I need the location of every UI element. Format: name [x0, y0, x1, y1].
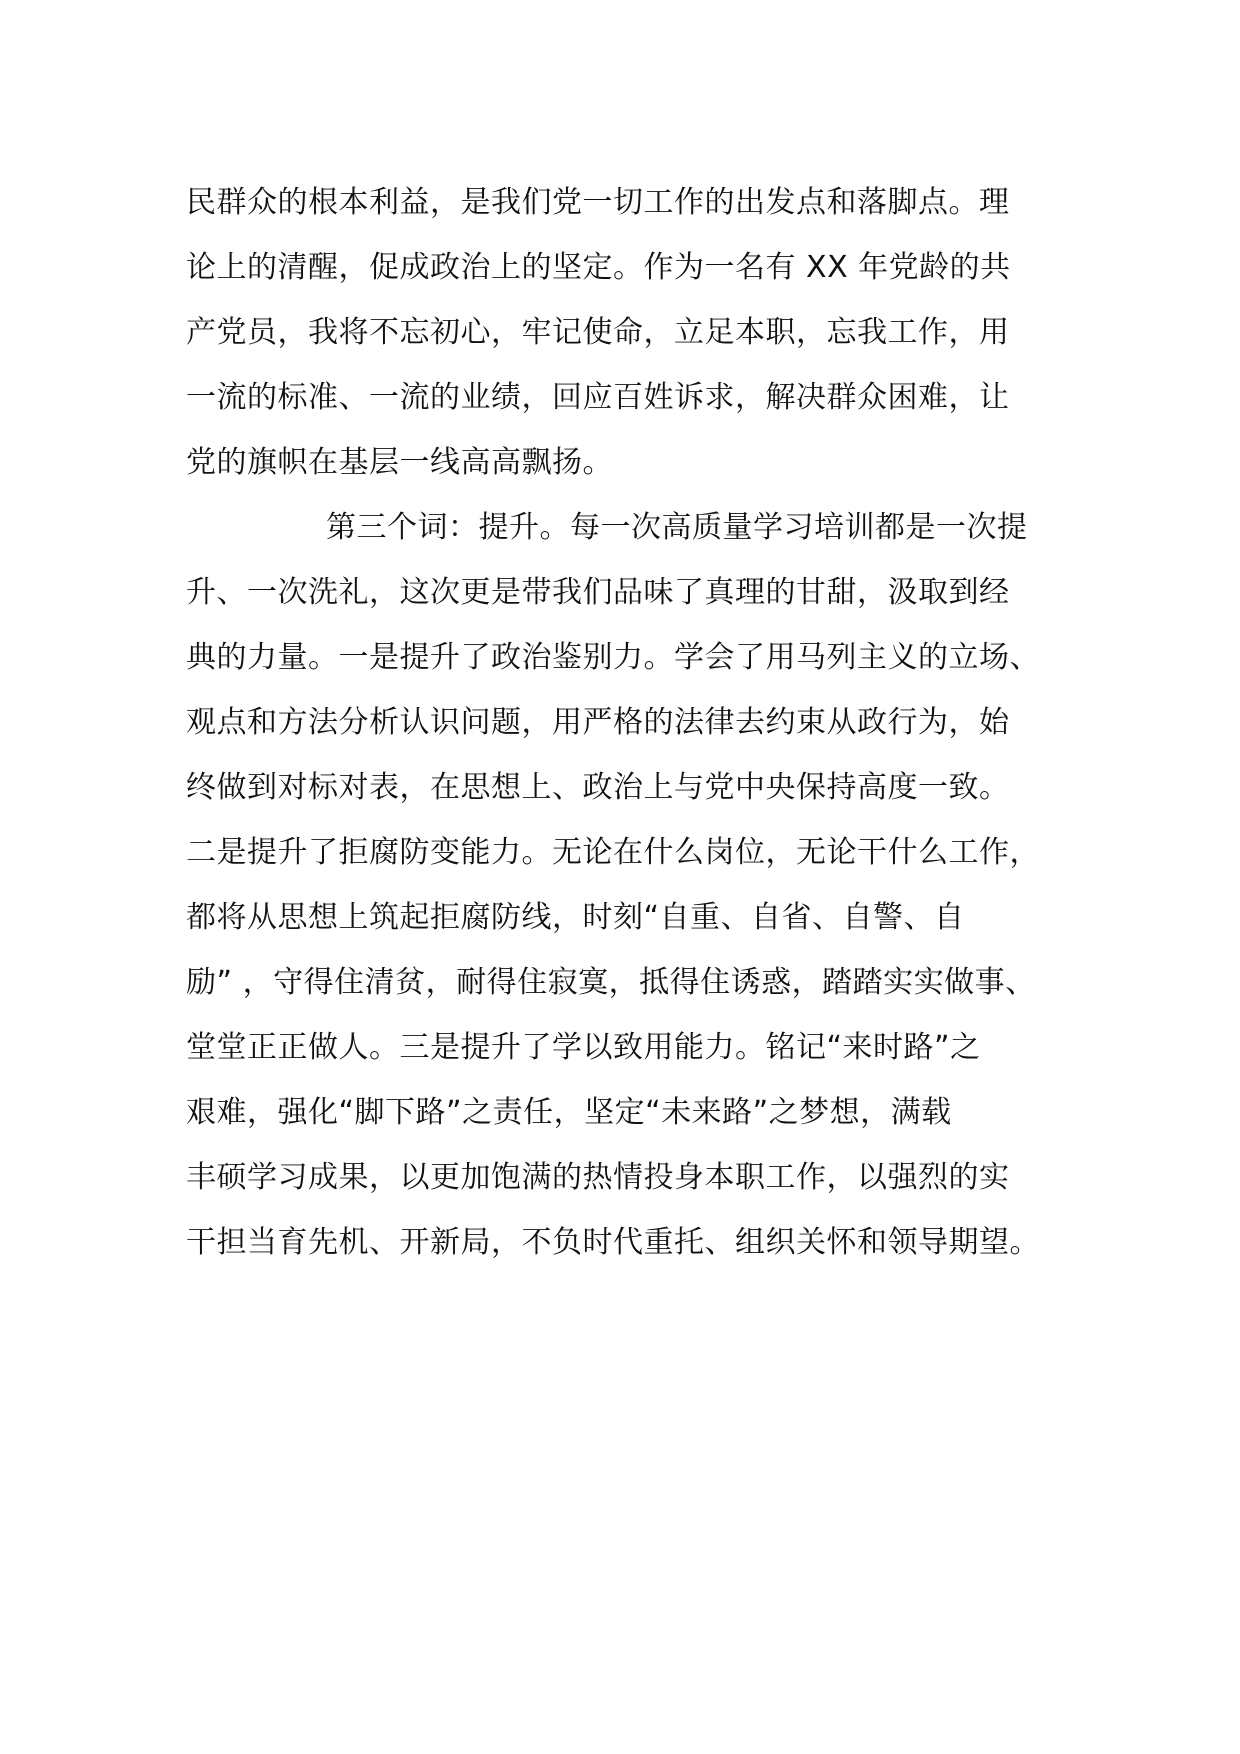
text-line: 升、一次洗礼，这次更是带我们品味了真理的甘甜，汲取到经 — [186, 575, 1010, 610]
text-line: 干担当育先机、开新局，不负时代重托、组织关怀和领导期望。 — [186, 1225, 1040, 1260]
text-line: 艰难，强化“脚下路”之责任，坚定“未来路”之梦想，满载 — [186, 1095, 952, 1130]
text-line: 产党员，我将不忘初心，牢记使命，立足本职，忘我工作，用 — [186, 315, 1010, 350]
text-line: 观点和方法分析认识问题，用严格的法律去约束从政行为，始 — [186, 705, 1010, 740]
paragraph-start-line: 第三个词：提升。每一次高质量学习培训都是一次提 — [326, 510, 1028, 545]
text-line: 论上的清醒，促成政治上的坚定。作为一名有 XX 年党龄的共 — [186, 250, 1011, 285]
text-line: 党的旗帜在基层一线高高飘扬。 — [186, 445, 613, 480]
text-line: 一流的标准、一流的业绩，回应百姓诉求，解决群众困难，让 — [186, 380, 1010, 415]
text-line: 励” ，守得住清贫，耐得住寂寞，抵得住诱惑，踏踏实实做事、 — [186, 965, 1036, 1000]
text-line: 终做到对标对表，在思想上、政治上与党中央保持高度一致。 — [186, 770, 1010, 805]
body-text — [186, 170, 1086, 1275]
text-line: 丰硕学习成果，以更加饱满的热情投身本职工作，以强烈的实 — [186, 1160, 1010, 1195]
text-line: 二是提升了拒腐防变能力。无论在什么岗位，无论干什么工作， — [186, 835, 1040, 870]
text-line: 典的力量。一是提升了政治鉴别力。学会了用马列主义的立场、 — [186, 640, 1040, 675]
text-line: 堂堂正正做人。三是提升了学以致用能力。铭记“来时路”之 — [186, 1030, 981, 1065]
text-line: 民群众的根本利益，是我们党一切工作的出发点和落脚点。理 — [186, 185, 1010, 220]
text-line: 都将从思想上筑起拒腐防线，时刻“自重、自省、自警、自 — [186, 900, 965, 935]
